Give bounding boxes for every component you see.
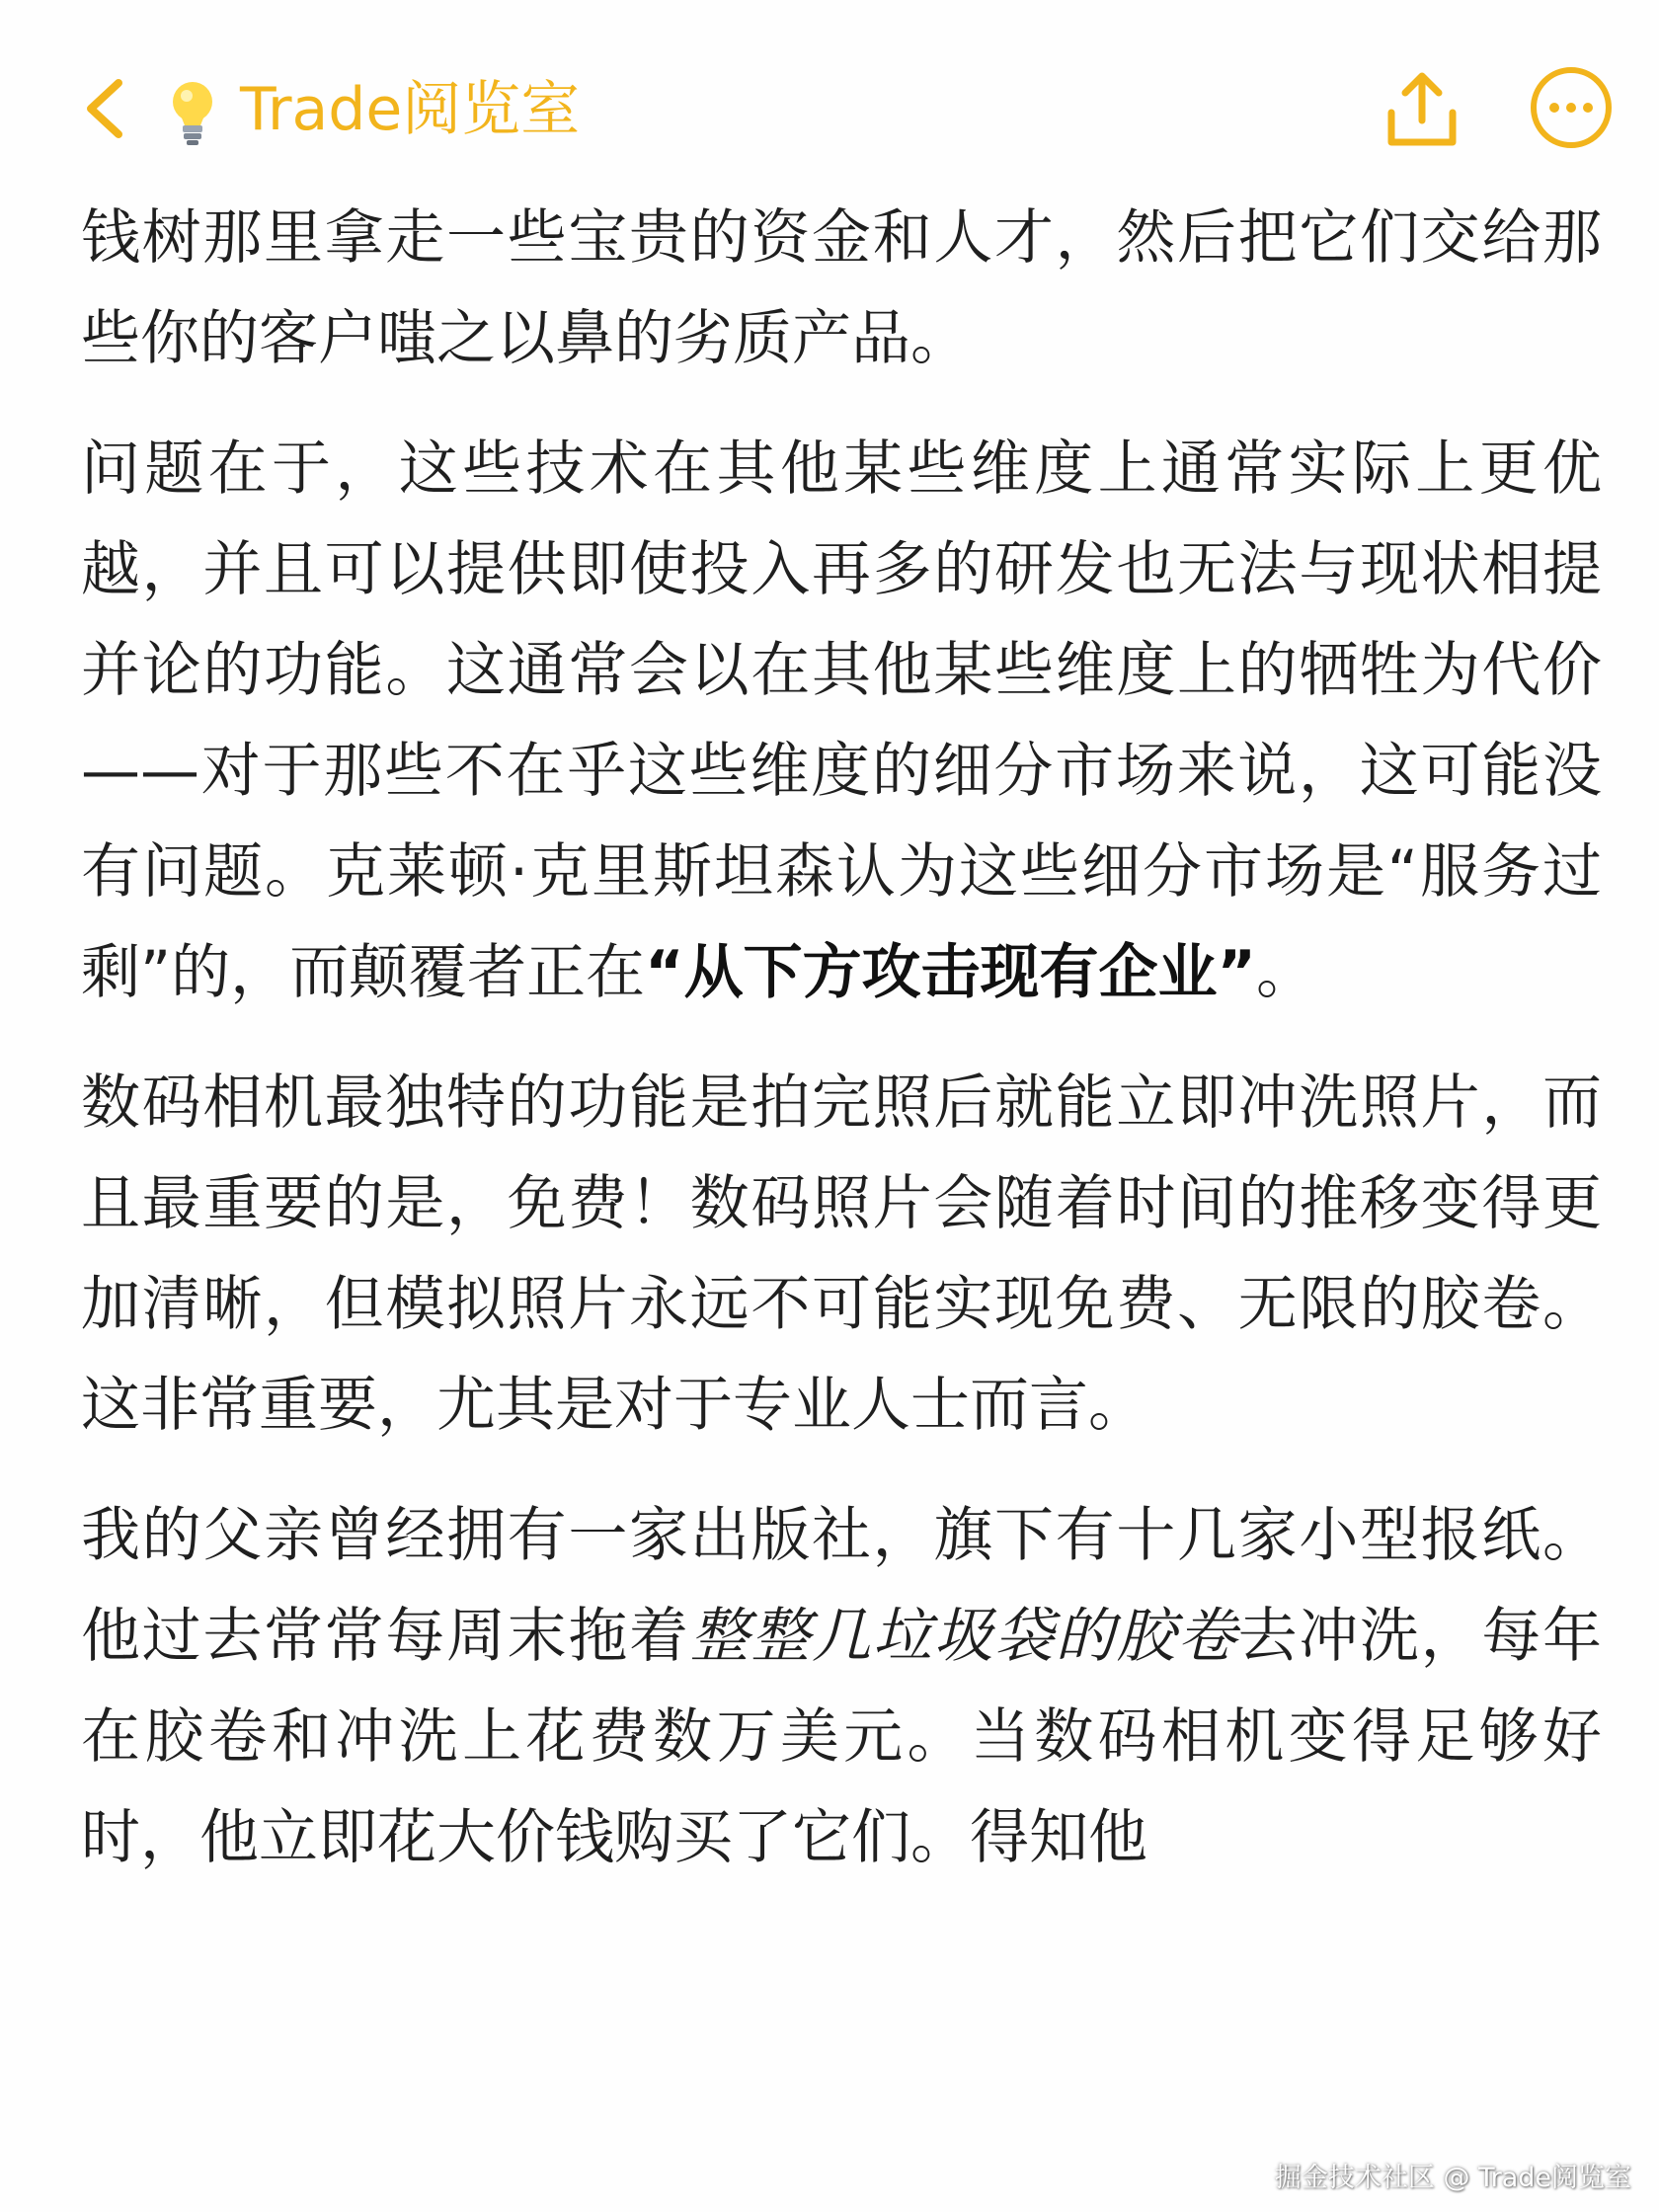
paragraph-2-bold-quote: “从下方攻击现有企业” [645, 938, 1256, 1007]
paragraph-4 [81, 1485, 1602, 1888]
more-ellipsis-icon [1529, 65, 1614, 150]
paragraph-4-text-a: 我的父亲曾经拥有一家出版社，旗下有十几家小型报纸。他过去常常每周末拖着 [81, 1501, 1602, 1671]
top-navigation-bar [0, 0, 1659, 207]
paragraph-3-text: 数码相机最独特的功能是拍完照后就能立即冲洗照片，而且最重要的是，免费！数码照片会随着时间的推移变得更加清晰，但模拟照片永远不可能实现免费、无限的胶卷。这非常重要，尤其是对于专业人士而言。 [81, 1068, 1602, 1440]
back-button[interactable] [77, 69, 136, 148]
paragraph-1-text: 钱树那里拿走一些宝贵的资金和人才，然后把它们交给那些你的客户嗤之以鼻的劣质产品。 [81, 203, 1602, 373]
more-options-button[interactable] [1529, 65, 1614, 150]
share-upload-icon [1378, 65, 1466, 154]
paragraph-2-end: 。 [1255, 938, 1315, 1007]
paragraph-4-italic: 整整几垃圾袋的胶卷 [689, 1602, 1238, 1671]
paragraph-1 [81, 188, 1602, 389]
app-title: Trade阅览室 [240, 75, 581, 144]
chevron-left-icon [77, 69, 136, 148]
paragraph-2-text: 问题在于，这些技术在其他某些维度上通常实际上更优越，并且可以提供即使投入再多的研发也无法与现状相提并论的功能。这通常会以在其他某些维度上的牺牲为代价——对于那些不在乎这些维度的细分市场来说，这可能没有问题。克莱顿·克里斯坦森认为这些细分市场是“服务过剩”的，而颠覆者正在 [81, 434, 1602, 1007]
paragraph-4-text-b: 去冲洗，每年在胶卷和冲洗上花费数万美元。当数码相机变得足够好时，他立即花大价钱购买了它们。得知他 [81, 1602, 1603, 1872]
share-button[interactable] [1378, 65, 1466, 154]
paragraph-2 [81, 419, 1602, 1023]
lightbulb-icon [163, 74, 222, 153]
paragraph-3 [81, 1053, 1602, 1456]
article-body [81, 188, 1602, 1918]
watermark: 掘金技术社区 @ Trade阅览室 [1274, 2163, 1631, 2193]
